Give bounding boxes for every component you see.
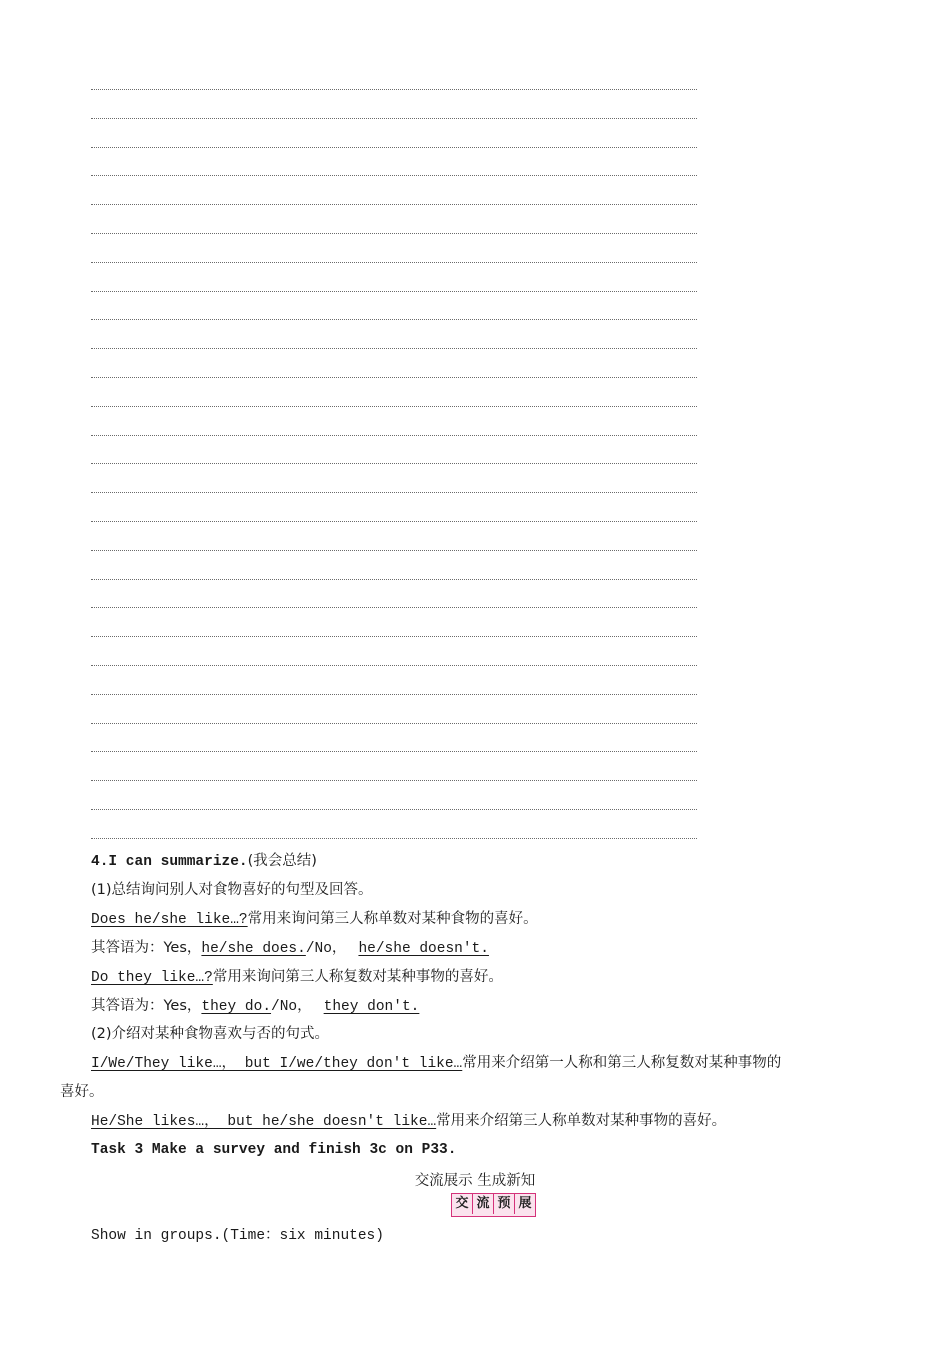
writing-lines [91,0,697,850]
writing-line [91,636,697,637]
writing-line [91,694,697,695]
badge-char: 交 [452,1194,473,1214]
show-in-groups: Show in groups.(Time：six minutes) [91,1228,384,1244]
exchange-preview-badge [451,1193,536,1217]
writing-line [91,233,697,234]
answer-2: 其答语为：Yes，they do./No， they don't. [91,998,420,1015]
writing-line [91,492,697,493]
part-2-title: (2)介绍对某种食物喜欢与否的句式。 [91,1026,330,1042]
badge-char: 预 [494,1194,515,1214]
writing-line [91,579,697,580]
writing-line [91,723,697,724]
task-3-heading: Task 3 Make a survey and finish 3c on P33. [91,1142,457,1158]
writing-line [91,751,697,752]
writing-line [91,89,697,90]
sentence-2: He/She likes…， but he/she doesn't like…常用来介绍第三人称单数对某种事物的喜好。 [91,1113,727,1130]
writing-line [91,319,697,320]
writing-line [91,665,697,666]
section-4-heading: 4.I can summarize.(我会总结) [91,853,317,870]
badge-char: 流 [473,1194,494,1214]
writing-line [91,175,697,176]
writing-line [91,435,697,436]
writing-line [91,809,697,810]
writing-line [91,838,697,839]
question-2: Do they like…?常用来询问第三人称复数对某种事物的喜好。 [91,969,503,986]
sentence-1: I/We/They like…， but I/we/they don't like…常用来介绍第一人称和第三人称复数对某种事物的 [91,1055,782,1072]
writing-line [91,262,697,263]
writing-line [91,204,697,205]
badge-char: 展 [518,1196,532,1211]
part-1-title: (1)总结询问别人对食物喜好的句型及回答。 [91,882,373,898]
writing-line [91,147,697,148]
writing-line [91,348,697,349]
writing-line [91,607,697,608]
section-title: 交流展示 生成新知 [414,1173,536,1189]
writing-line [91,406,697,407]
writing-line [91,291,697,292]
writing-line [91,118,697,119]
writing-line [91,780,697,781]
writing-line [91,550,697,551]
writing-line [91,521,697,522]
sentence-1-wrap: 喜好。 [60,1084,104,1100]
writing-line [91,377,697,378]
question-1: Does he/she like…?常用来询问第三人称单数对某种食物的喜好。 [91,911,538,928]
writing-line [91,463,697,464]
answer-1: 其答语为：Yes，he/she does./No， he/she doesn't. [91,940,489,957]
